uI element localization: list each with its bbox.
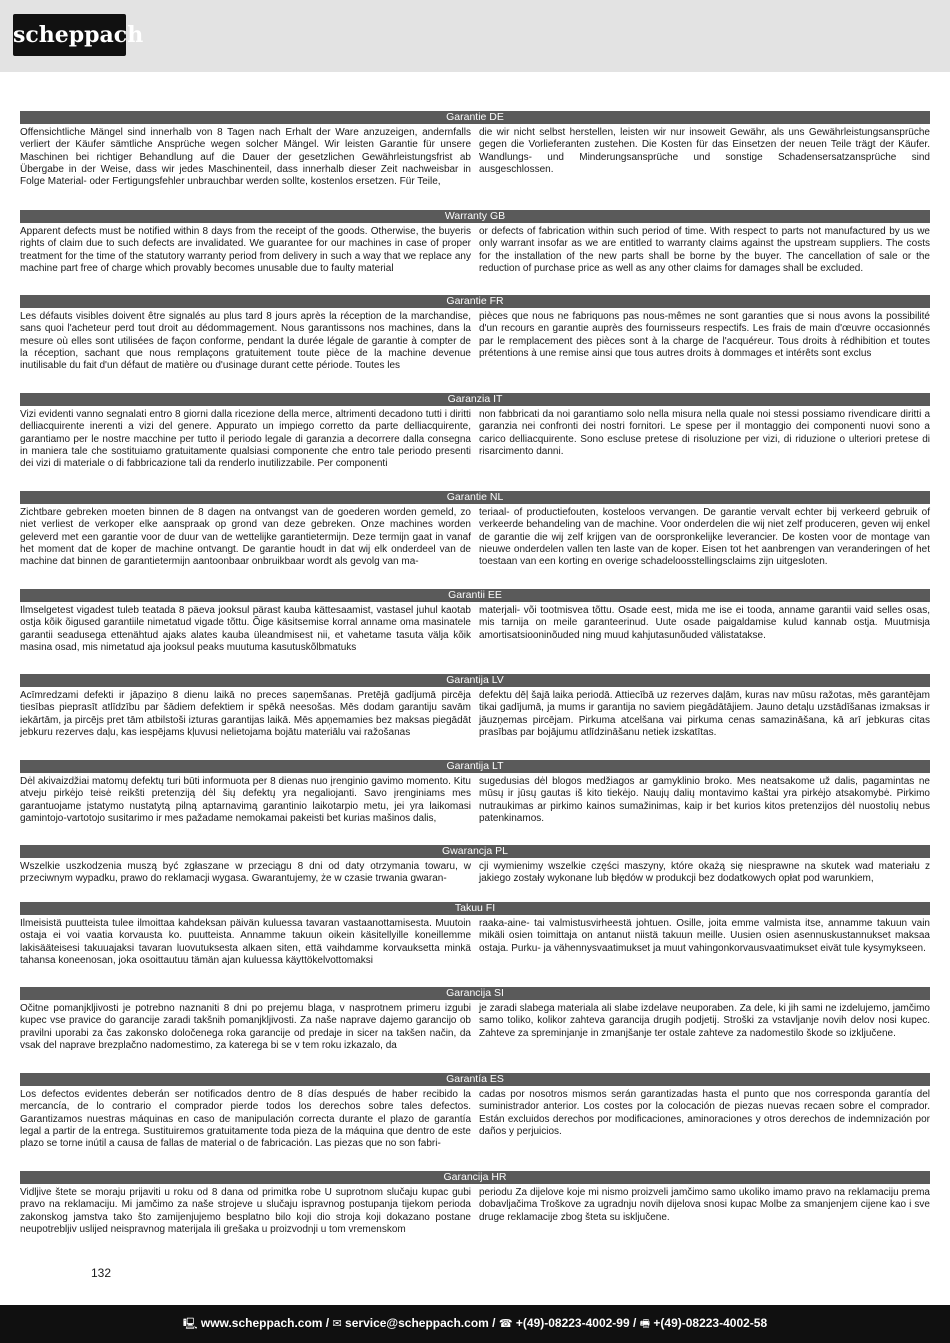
footer-separator: / — [322, 1316, 333, 1330]
section-gb — [20, 210, 930, 295]
footer-fax: +(49)-08223-4002-58 — [653, 1316, 768, 1330]
warranty-sections — [20, 111, 930, 1256]
page-number: 132 — [91, 1266, 112, 1280]
section-heading: Garantie DE — [20, 111, 930, 124]
section-text-left: Ilmeisistä puutteista tulee ilmoittaa kahdeksan päivän kuluessa tavaran vastaanottamisesta. Muutoin ostaja ei voi vaatia korvausta ko. puutteista. Annamme takuun oikein käsitellyille koneillemme lakisääteisesi takuuajaksi tavaran luovutuksesta alkaen siten, että vaihdamme korvauksetta minkä tahansa koneenosan, joka osoittautuu tämän ajan kuluessa käyttökelvottomaksi — [20, 918, 471, 966]
footer-separator: / — [629, 1316, 640, 1330]
section-text-right: defektu dēļ šajā laika periodā. Attiecībā uz rezerves daļām, kuras nav mūsu ražotas, mēs garantējam tikai gadījumā, ja mums ir garantija no saviem piegādātājiem. Jauno detaļu uzstādīšanas izmaksas ir jāuzņemas pircējam. Pirkuma atcelšana vai pirkuma cenas samazināšana, kā arī jebkuras citas prasības par bojājumu atlīdzināšanu netiek izskatītas. — [479, 690, 930, 738]
section-heading: Garantija LV — [20, 674, 930, 687]
section-text-left: Vidljive štete se moraju prijaviti u roku od 8 dana od primitka robe U suprotnom slučaju kupac gubi pravo na reklamaciju. Mi jamčimo za naše strojeve u slučaju ispravnog postupanja tijekom perioda zakonskog jamstva tako što zamijenjujemo besplatno bilo koji dio stroja koji dokazano postane neupotrebljiv uslijed neispravnog materijala ili grešaka u proizvodnji u tom vremenskom — [20, 1187, 471, 1235]
section-si — [20, 987, 930, 1073]
section-text-right: raaka-aine- tai valmistusvirheestä johtuen. Osille, joita emme valmista itse, annamme takuun vain mikäli osien toimittaja on antanut niistä takuun meille. Uusien osien asennuskustannukset maksaa ostaja. Purku- ja vähennysvaatimukset ja muut vahingonkorvausvaatimukset eivät tule kysymykseen. — [479, 918, 930, 954]
section-text-right: non fabbricati da noi garantiamo solo nella misura nella quale noi stessi possiamo rivendicare diritti a garanzia nei confronti dei nostri fornitori. Le spese per il montaggio dei componenti nuovi sono a carico delliacquirente. Sono escluse pretese di risoluzione per vizi, di riduzione o ulteriori pretese di risarcimento danni. — [479, 409, 930, 457]
section-text-right: pièces que nous ne fabriquons pas nous-mêmes ne sont garanties que si nous avons la possibilité d'un recours en garantie auprès des fournisseurs respectifs. Les frais de main d'œuvre occasionnés par le remplacement des pièces sont à la charge de l'acquéreur. Tous droits à rédhibition et toutes prétentions à une remise ainsi que tous autres droits à dommages et intérêts sont exclus — [479, 311, 930, 359]
header-bar — [0, 0, 950, 72]
computer-icon: 🖳 — [182, 1318, 198, 1330]
section-text-left: Les défauts visibles doivent être signalés au plus tard 8 jours après la réception de la marchandise, sans quoi l'acheteur perd tout droit au dédommagement. Nous garantissons nos machines, dans la mesure où elles sont utilisées de façon conforme, pendant la durée légale de garantie à compter de la réception, sachant que nous remplaçons gratuitement toute pièce de la machine devenue inutilisable du fait d'un défaut de matière ou d'usinage durant cette période. Toutes les — [20, 311, 471, 372]
section-text-right: teriaal- of productiefouten, kosteloos vervangen. De garantie vervalt echter bij verkeerd gebruik of verkeerde behandeling van de machine. Voor onderdelen die wij niet zelf produceren, geven wij enkel de garantie die wij zelf krijgen van de oorspronkelijke leverancier. De kosten voor de montage van nieuwe onderdelen vallen ten laste van de koper. Eisen tot het aanbrengen van veranderingen of het toestaan van een korting en overige schadeloosstellingsclaims zijn uitgesloten. — [479, 507, 930, 568]
footer-phone: +(49)-08223-4002-99 — [515, 1316, 630, 1330]
section-text-right: die wir nicht selbst herstellen, leisten wir nur insoweit Gewähr, als uns Gewährleistungsansprüche gegen die Vorlieferanten zustehen. Die Kosten für das Einsetzen der neuen Teile trägt der Käufer. Wandlungs- und Minderungsansprüche und sonstige Schadensersatzansprüche sind ausgeschlossen. — [479, 127, 930, 175]
section-text-right: cadas por nosotros mismos serán garantizadas hasta el punto que nos corresponda garantía del suministrador anterior. Los costes por la colocación de piezas nuevas recaen sobre el comprador. Están excluidos derechos por modificaciones, aminoraciones y otros derechos de indemnización por daños y perjuicios. — [479, 1089, 930, 1137]
section-text-left: Dėl akivaizdžiai matomų defektų turi būti informuota per 8 dienas nuo įrenginio gavimo momento. Kitu atveju pirkėjo teisė reikšti pretenziją dėl šių defektų yra negaliojanti. Savo įrenginiams mes garantuojame įstatymo nustatytą pilną aptarnavimą garantinio laikotarpio metu, jei yra laikomasi gamintojo-vartotojo susitarimo ir mes pažadame nemokamai pakeisti bet kurias mašinos dalis, — [20, 776, 471, 824]
section-text-right: or defects of fabrication within such period of time. With respect to parts not manufactured by us we only warrant insofar as we are entitled to warranty claims against the upstream suppliers. The costs for the installation of the new parts shall be borne by the buyer. The cancellation of sale or the reduction of purchase price as well as any other claims for damages shall be excluded. — [479, 226, 930, 274]
section-heading: Garantija LT — [20, 760, 930, 773]
footer-website: www.scheppach.com — [200, 1316, 323, 1330]
fax-icon: 🖷 — [639, 1318, 651, 1330]
section-text-left: Wszelkie uszkodzenia muszą być zgłaszane w przeciągu 8 dni od daty otrzymania towaru, w przeciwnym wypadku, prawo do reklamacji wygasa. Gwarantujemy, że w czasie trwania gwaran- — [20, 861, 471, 885]
section-text-left: Vizi evidenti vanno segnalati entro 8 giorni dalla ricezione della merce, altrimenti decadono tutti i diritti delliacquirente inerenti a vizi del genere. Appurato un impiego corretto da parte delliacquirente, garantiamo per le nostre macchine per tutto il periodo legale di garanzia a decorrere dalla consegna in maniera tale che sostituiamo gratuitamente qualsiasi componente che entro tale periodo presenti dei vizi di materiale o di fabbricazione tali da renderlo inutilizzabile. Per componenti — [20, 409, 471, 470]
section-heading: Garantie FR — [20, 295, 930, 308]
scheppach-logo: scheppach — [13, 14, 126, 56]
section-it — [20, 393, 930, 491]
section-text-left: Los defectos evidentes deberán ser notificados dentro de 8 días después de haber recibido la mercancía, de lo contrario el comprador pierde todos los derechos sobre tales defectos. Garantizamos nuestras máquinas en caso de manipulación correcta durante el plazo de garantía legal a partir de la entrega. Sustituiremos gratuitamente toda pieza de la máquina que dentro de este plazo se torne inútil a causa de fallas de material o de fabricación. Las piezas que no son fabri- — [20, 1089, 471, 1150]
section-es — [20, 1073, 930, 1171]
envelope-icon: ✉ — [332, 1318, 342, 1330]
section-text-left: Apparent defects must be notified within 8 days from the receipt of the goods. Otherwise, the buyeris rights of claim due to such defects are invalidated. We guarantee for our machines in case of proper treatment for the time of the statutory warranty period from delivery in such a way that we replace any machine part free of charge which provably becomes unusable due to faulty material — [20, 226, 471, 274]
section-heading: Garanzia IT — [20, 393, 930, 406]
section-heading: Garantía ES — [20, 1073, 930, 1086]
section-pl — [20, 845, 930, 902]
section-text-right: cji wymienimy wszelkie części maszyny, które okażą się niesprawne na skutek wad materiału z jakiego zostały wykonane lub błędów w produkcji bez dodatkowych opłat pod warunkiem, — [479, 861, 930, 885]
section-text-right: periodu Za dijelove koje mi nismo proizveli jamčimo samo ukoliko imamo pravo na reklamaciju prema dobavljačima Troškove za ugradnju novih dijelova snosi kupac Molbe za smanjenjem cijene kao i sve druge reklamacije zbog šteta su isključene. — [479, 1187, 930, 1223]
section-heading: Warranty GB — [20, 210, 930, 223]
footer-email: service@scheppach.com — [345, 1316, 489, 1330]
section-ee — [20, 589, 930, 674]
section-lv — [20, 674, 930, 760]
section-text-right: je zaradi slabega materiala ali slabe izdelave neuporaben. Za dele, ki jih sami ne izdelujemo, jamčimo samo toliko, kolikor zahteva garancija drugih podjetij. Stroški za vstavljanje novih delov nosi kupec. Zahteve za spreminjanje in zmanjšanje ter ostale zahteve za nadomestilo škode so izključene. — [479, 1003, 930, 1039]
section-text-left: Ilmselgetest vigadest tuleb teatada 8 päeva jooksul pärast kauba kättesaamist, vastasel juhul kaotab ostja kõik õigused garantiile nimetatud vigade tõttu. Õige käsitsemise korral anname oma masinatele garantii seadusega ettenähtud ajaks alates kauba üleandmisest nii, et vahetame tasuta välja kõik masina osad, mis nimetatud aja jooksul peaks muutuma kasutuskõlbmatuks — [20, 605, 471, 653]
footer-separator: / — [488, 1316, 499, 1330]
phone-icon: ☎ — [498, 1318, 513, 1330]
section-heading: Takuu FI — [20, 902, 930, 915]
section-text-left: Offensichtliche Mängel sind innerhalb von 8 Tagen nach Erhalt der Ware anzuzeigen, andernfalls verliert der Käufer sämtliche Ansprüche wegen solcher Mängel. Wir leisten Garantie für unsere Maschinen bei richtiger Behandlung auf die Dauer der gesetzlichen Gewährleistungsfrist ab Übergabe in der Weise, dass wir jedes Maschinenteil, dass innerhalb dieser Zeit nachweisbar in Folge Material- oder Fertigungsfehler unbrauchbar werden sollte, kostenlos ersetzen. Für Teile, — [20, 127, 471, 188]
section-heading: Garantii EE — [20, 589, 930, 602]
section-fr — [20, 295, 930, 393]
footer-bar — [0, 1305, 950, 1343]
section-text-right: sugedusias dėl blogos medžiagos ar gamyklinio broko. Mes neatsakome už dalis, pagamintas ne mūsų ir jūsų gautas iš kito tiekėjo. Naujų dalių montavimo kaštai yra pirkėjo atsakomybė. Pirkimo nutraukimas ar pirkimo kainos sumažinimas, kaip ir bet kurios kitos pretenzijos dėl nuostolių nebus patenkinamos. — [479, 776, 930, 824]
section-text-left: Acīmredzami defekti ir jāpaziņo 8 dienu laikā no preces saņemšanas. Pretējā gadījumā pircēja tiesības pieprasīt atlīdzību par šādiem defektiem ir spēkā neesošas. Mēs dodam garantiju savām iekārtām, ja pircējs pret tām atbilstoši izturas garantijas laikā. Mēs apņemamies bez maksas piegādāt jebkuru rezerves daļu, kas iespējams kļuvusi nelietojama bojātu materiālu vai ražošanas — [20, 690, 471, 738]
section-fi — [20, 902, 930, 987]
section-text-left: Očitne pomanjkljivosti je potrebno naznaniti 8 dni po prejemu blaga, v nasprotnem primeru izgubi kupec vse pravice do garancije zaradi takšnih pomanjkljivosti. Za naše naprave dajemo garancijo ob pravilni uporabi za čas zakonsko določenega roka garancije od predaje in sicer na takšen način, da vsak del naprave brezplačno nadomestimo, za katerega bi se v tem roku izkazalo, da — [20, 1003, 471, 1051]
section-heading: Garancija HR — [20, 1171, 930, 1184]
section-heading: Garantie NL — [20, 491, 930, 504]
section-text-left: Zichtbare gebreken moeten binnen de 8 dagen na ontvangst van de goederen worden gemeld, zo niet verliest de verkoper elke aanspraak op grond van deze gebreken. Onze machines worden geleverd met een garantie voor de duur van de wettelijke garantietermijn. Deze termijn gaat in vanaf het moment dat de koper de machine ontvangt. De garantie houdt in dat wij elk onderdeel van de machine dat binnen de garantietermijn aantoonbaar onbruikbaar wordt als gevolg van ma- — [20, 507, 471, 568]
section-heading: Gwarancja PL — [20, 845, 930, 858]
section-nl — [20, 491, 930, 589]
section-heading: Garancija SI — [20, 987, 930, 1000]
section-lt — [20, 760, 930, 845]
section-text-right: materjali- või tootmisvea tõttu. Osade eest, mida me ise ei tooda, anname garantii vaid selles osas, mis tarnija on meile garanteerinud. Uute osade paigaldamise kulud kannab ostja. Muutmisja amortisatsiooninõuded ning muud kahjutasunõuded välistatakse. — [479, 605, 930, 641]
section-hr — [20, 1171, 930, 1256]
section-de — [20, 111, 930, 210]
